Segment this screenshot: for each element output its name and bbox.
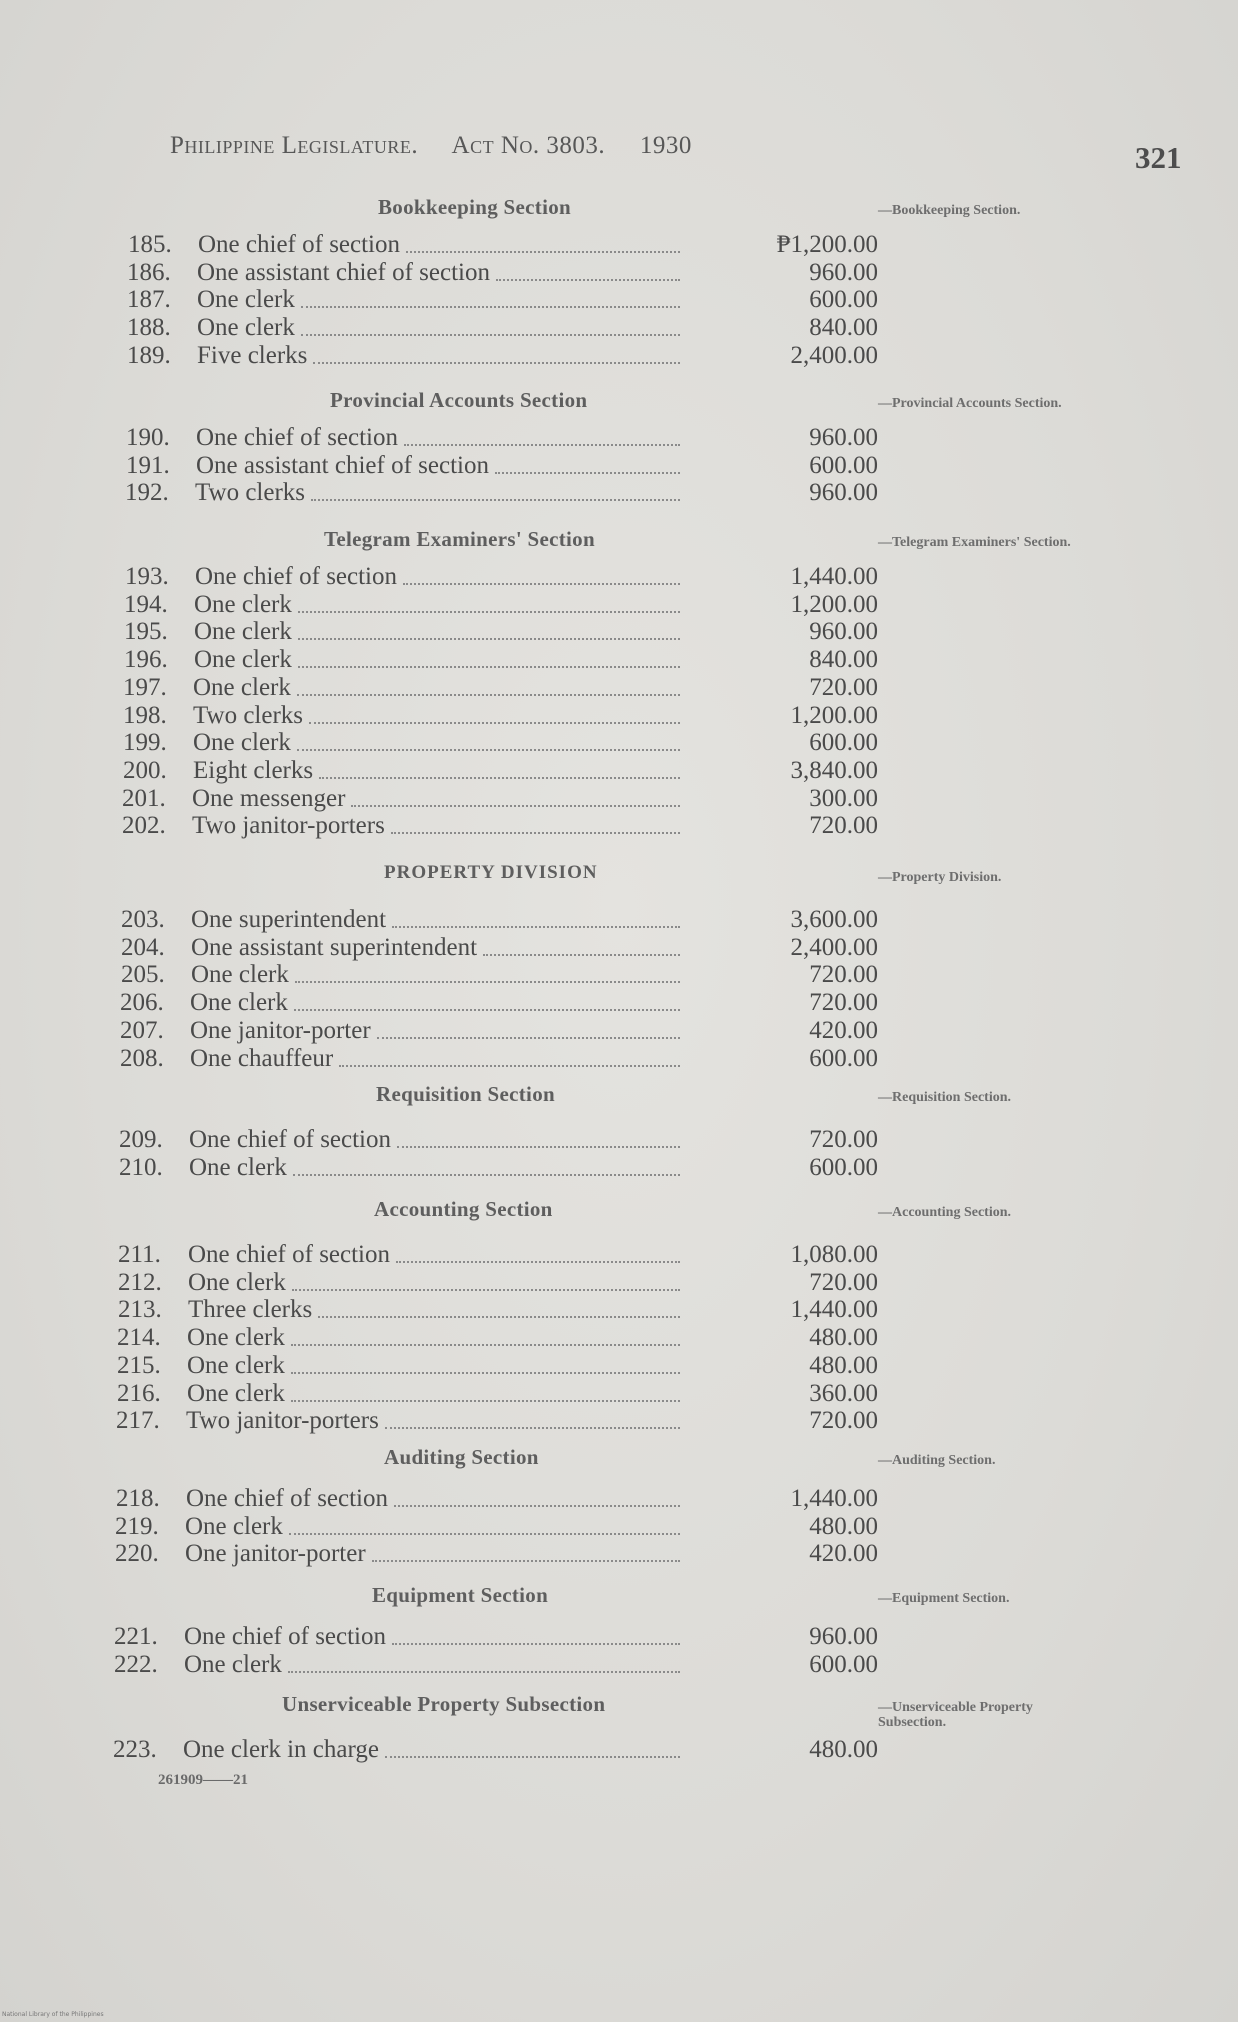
section-heading: Auditing Section bbox=[384, 1445, 539, 1469]
leader-dots bbox=[377, 1035, 680, 1039]
leader-dots bbox=[298, 609, 680, 613]
item-amount: 480.00 bbox=[809, 1324, 878, 1352]
item-number: 222. bbox=[114, 1650, 158, 1678]
item-description: Five clerks bbox=[197, 341, 308, 369]
appropriation-row bbox=[120, 989, 880, 1017]
item-amount: 600.00 bbox=[809, 1044, 878, 1072]
leader-dots bbox=[289, 1531, 680, 1535]
leader-dots bbox=[291, 1398, 680, 1402]
item-number: 204. bbox=[121, 933, 165, 961]
item-amount: 960.00 bbox=[809, 424, 878, 451]
item-number: 187. bbox=[127, 286, 171, 314]
section-heading: Provincial Accounts Section bbox=[330, 388, 588, 412]
item-amount: 1,080.00 bbox=[790, 1241, 878, 1268]
item-number: 218. bbox=[116, 1485, 160, 1512]
item-description: One chief of section bbox=[189, 1126, 392, 1153]
item-amount: 720.00 bbox=[809, 812, 878, 840]
item-number: 198. bbox=[123, 701, 167, 729]
leader-dots bbox=[339, 1063, 680, 1067]
item-amount: 600.00 bbox=[809, 451, 878, 479]
item-number: 199. bbox=[123, 729, 167, 757]
leader-dots bbox=[318, 1314, 680, 1318]
margin-note: —Unserviceable Property Subsection. bbox=[878, 1700, 1033, 1730]
item-description: One clerk bbox=[194, 646, 292, 674]
leader-dots bbox=[297, 747, 680, 751]
appropriation-row bbox=[123, 702, 880, 730]
section-heading: Telegram Examiners' Section bbox=[324, 527, 595, 551]
item-description: One clerk bbox=[187, 1351, 285, 1379]
item-description: One chief of section bbox=[198, 231, 401, 258]
leader-dots bbox=[372, 1558, 680, 1562]
margin-note: —Bookkeeping Section. bbox=[878, 203, 1021, 218]
item-description: One superintendent bbox=[191, 906, 387, 933]
item-amount: 1,200.00 bbox=[790, 590, 878, 618]
item-amount: ₱1,200.00 bbox=[776, 231, 878, 258]
item-amount: 2,400.00 bbox=[790, 933, 878, 961]
item-amount: 960.00 bbox=[809, 479, 878, 507]
item-amount: 1,440.00 bbox=[790, 1296, 878, 1324]
item-number: 188. bbox=[127, 314, 171, 342]
appropriation-row bbox=[124, 591, 880, 619]
margin-note: —Requisition Section. bbox=[878, 1090, 1012, 1105]
item-amount: 720.00 bbox=[809, 1407, 878, 1435]
item-description: One messenger bbox=[192, 784, 346, 812]
item-number: 213. bbox=[118, 1296, 162, 1324]
appropriation-row bbox=[117, 1352, 880, 1380]
appropriation-row bbox=[115, 1540, 880, 1568]
item-number: 208. bbox=[120, 1044, 164, 1072]
item-amount: 600.00 bbox=[809, 1153, 878, 1181]
appropriation-row bbox=[120, 1017, 880, 1045]
appropriation-row bbox=[118, 1269, 880, 1297]
item-amount: 720.00 bbox=[809, 989, 878, 1017]
item-number: 191. bbox=[126, 451, 170, 479]
item-description: Two clerks bbox=[193, 701, 304, 729]
item-number: 214. bbox=[117, 1324, 161, 1352]
item-amount: 720.00 bbox=[809, 1126, 878, 1153]
item-number: 220. bbox=[115, 1540, 159, 1568]
leader-dots bbox=[291, 1370, 680, 1374]
appropriation-row bbox=[116, 1485, 880, 1513]
item-amount: 960.00 bbox=[809, 258, 878, 286]
item-description: One clerk bbox=[189, 1153, 287, 1181]
item-description: One clerk bbox=[194, 590, 292, 618]
appropriation-row bbox=[114, 1651, 880, 1679]
running-head-year: 1930 bbox=[639, 132, 692, 159]
item-amount: 1,200.00 bbox=[790, 701, 878, 729]
leader-dots bbox=[309, 720, 680, 724]
leader-dots bbox=[392, 1641, 680, 1645]
leader-dots bbox=[313, 360, 680, 364]
item-description: One assistant chief of section bbox=[196, 451, 489, 479]
item-amount: 420.00 bbox=[809, 1016, 878, 1044]
appropriation-row bbox=[118, 1296, 880, 1324]
appropriation-row bbox=[127, 259, 880, 287]
item-number: 192. bbox=[125, 479, 169, 507]
item-number: 197. bbox=[123, 673, 167, 701]
appropriation-row bbox=[118, 1241, 880, 1269]
item-amount: 960.00 bbox=[809, 618, 878, 646]
item-description: One clerk bbox=[197, 286, 295, 314]
item-amount: 480.00 bbox=[809, 1512, 878, 1540]
item-description: One clerk bbox=[188, 1268, 286, 1296]
item-number: 195. bbox=[124, 618, 168, 646]
item-number: 194. bbox=[124, 590, 168, 618]
item-description: One chief of section bbox=[196, 424, 399, 451]
margin-note: —Accounting Section. bbox=[878, 1205, 1011, 1220]
appropriation-row bbox=[121, 961, 880, 989]
appropriation-row bbox=[125, 479, 880, 507]
item-description: One clerk bbox=[185, 1512, 283, 1540]
item-number: 190. bbox=[126, 424, 170, 451]
item-amount: 2,400.00 bbox=[790, 341, 878, 369]
leader-dots bbox=[406, 249, 680, 253]
item-amount: 420.00 bbox=[809, 1540, 878, 1568]
appropriation-row bbox=[121, 934, 880, 962]
leader-dots bbox=[291, 1342, 680, 1346]
item-amount: 480.00 bbox=[809, 1736, 878, 1763]
item-amount: 1,440.00 bbox=[790, 1485, 878, 1512]
item-description: One clerk bbox=[187, 1379, 285, 1407]
margin-note: —Telegram Examiners' Section. bbox=[878, 535, 1071, 550]
item-number: 212. bbox=[118, 1268, 162, 1296]
section-heading: Bookkeeping Section bbox=[378, 195, 571, 219]
item-description: One chauffeur bbox=[190, 1044, 334, 1072]
item-description: One assistant chief of section bbox=[197, 258, 490, 286]
item-number: 223. bbox=[113, 1736, 157, 1763]
item-amount: 1,440.00 bbox=[790, 563, 878, 590]
item-description: One chief of section bbox=[184, 1623, 387, 1650]
leader-dots bbox=[391, 830, 680, 834]
item-amount: 960.00 bbox=[809, 1623, 878, 1650]
item-amount: 360.00 bbox=[809, 1379, 878, 1407]
item-number: 186. bbox=[127, 258, 171, 286]
item-number: 193. bbox=[125, 563, 169, 590]
item-description: One clerk bbox=[193, 673, 291, 701]
item-description: One janitor-porter bbox=[185, 1540, 366, 1568]
appropriation-row bbox=[122, 812, 880, 840]
item-number: 207. bbox=[120, 1016, 164, 1044]
leader-dots bbox=[298, 664, 680, 668]
page-number: 321 bbox=[1135, 140, 1182, 175]
running-head-title: Philippine Legislature. bbox=[170, 132, 419, 159]
leader-dots bbox=[301, 332, 680, 336]
footer-print-code: 261909——21 bbox=[158, 1772, 248, 1788]
item-number: 185. bbox=[128, 231, 172, 258]
appropriation-row bbox=[124, 618, 880, 646]
appropriation-row bbox=[113, 1736, 880, 1764]
item-amount: 600.00 bbox=[809, 729, 878, 757]
item-description: One clerk in charge bbox=[183, 1736, 379, 1763]
item-description: One assistant superintendent bbox=[191, 933, 478, 961]
item-amount: 720.00 bbox=[809, 961, 878, 989]
item-amount: 3,600.00 bbox=[790, 906, 878, 933]
leader-dots bbox=[496, 277, 680, 281]
item-amount: 600.00 bbox=[809, 286, 878, 314]
item-amount: 720.00 bbox=[809, 673, 878, 701]
appropriation-row bbox=[116, 1407, 880, 1435]
item-description: One janitor-porter bbox=[190, 1016, 371, 1044]
item-number: 206. bbox=[120, 989, 164, 1017]
item-amount: 720.00 bbox=[809, 1268, 878, 1296]
appropriation-row bbox=[119, 1126, 880, 1154]
appropriation-row bbox=[125, 563, 880, 591]
item-description: Two janitor-porters bbox=[192, 812, 385, 840]
leader-dots bbox=[294, 1007, 680, 1011]
item-description: Three clerks bbox=[188, 1296, 313, 1324]
item-description: One chief of section bbox=[188, 1241, 391, 1268]
appropriation-row bbox=[114, 1623, 880, 1651]
item-description: One clerk bbox=[197, 314, 295, 342]
leader-dots bbox=[404, 442, 680, 446]
leader-dots bbox=[298, 636, 680, 640]
item-description: Eight clerks bbox=[193, 756, 314, 784]
item-amount: 600.00 bbox=[809, 1650, 878, 1678]
item-number: 196. bbox=[124, 646, 168, 674]
running-head bbox=[170, 132, 720, 160]
item-number: 216. bbox=[117, 1379, 161, 1407]
running-head-act: Act No. 3803. bbox=[451, 132, 606, 159]
appropriation-row bbox=[127, 342, 880, 370]
leader-dots bbox=[396, 1259, 680, 1263]
leader-dots bbox=[293, 1172, 680, 1176]
item-description: Two clerks bbox=[195, 479, 306, 507]
item-description: One clerk bbox=[191, 961, 289, 989]
item-description: Two janitor-porters bbox=[186, 1407, 379, 1435]
leader-dots bbox=[403, 581, 680, 585]
leader-dots bbox=[301, 304, 680, 308]
item-number: 210. bbox=[119, 1153, 163, 1181]
margin-note: —Equipment Section. bbox=[878, 1591, 1010, 1606]
leader-dots bbox=[319, 775, 680, 779]
appropriation-row bbox=[123, 674, 880, 702]
item-number: 201. bbox=[122, 784, 166, 812]
item-number: 221. bbox=[114, 1623, 158, 1650]
appropriation-row bbox=[115, 1513, 880, 1541]
item-amount: 300.00 bbox=[809, 784, 878, 812]
leader-dots bbox=[311, 497, 680, 501]
item-amount: 3,840.00 bbox=[790, 756, 878, 784]
item-description: One clerk bbox=[190, 989, 288, 1017]
leader-dots bbox=[351, 803, 680, 807]
item-description: One clerk bbox=[194, 618, 292, 646]
item-number: 217. bbox=[116, 1407, 160, 1435]
section-heading: Requisition Section bbox=[376, 1082, 555, 1106]
margin-note: —Property Division. bbox=[878, 870, 1002, 885]
appropriation-row bbox=[117, 1324, 880, 1352]
section-heading: Equipment Section bbox=[372, 1583, 549, 1607]
appropriation-row bbox=[126, 424, 880, 452]
item-description: One chief of section bbox=[186, 1485, 389, 1512]
item-number: 202. bbox=[122, 812, 166, 840]
appropriation-row bbox=[122, 785, 880, 813]
leader-dots bbox=[288, 1669, 680, 1673]
appropriation-row bbox=[126, 452, 880, 480]
section-heading: PROPERTY DIVISION bbox=[384, 862, 598, 883]
item-amount: 480.00 bbox=[809, 1351, 878, 1379]
appropriation-row bbox=[123, 757, 880, 785]
item-description: One chief of section bbox=[195, 563, 398, 590]
item-number: 211. bbox=[118, 1241, 161, 1268]
appropriation-row bbox=[119, 1154, 880, 1182]
appropriation-row bbox=[120, 1045, 880, 1073]
appropriation-row bbox=[127, 314, 880, 342]
item-number: 203. bbox=[121, 906, 165, 933]
item-number: 209. bbox=[119, 1126, 163, 1153]
margin-note: —Provincial Accounts Section. bbox=[878, 396, 1062, 411]
leader-dots bbox=[392, 924, 680, 928]
leader-dots bbox=[385, 1754, 680, 1758]
appropriation-row bbox=[127, 286, 880, 314]
leader-dots bbox=[397, 1144, 680, 1148]
item-number: 219. bbox=[115, 1512, 159, 1540]
library-watermark: National Library of the Philippines bbox=[2, 2011, 104, 2018]
item-number: 205. bbox=[121, 961, 165, 989]
item-number: 215. bbox=[117, 1351, 161, 1379]
item-description: One clerk bbox=[193, 729, 291, 757]
section-heading: Accounting Section bbox=[374, 1197, 553, 1221]
leader-dots bbox=[385, 1425, 680, 1429]
leader-dots bbox=[297, 692, 680, 696]
leader-dots bbox=[295, 979, 680, 983]
item-description: One clerk bbox=[184, 1650, 282, 1678]
appropriation-row bbox=[124, 646, 880, 674]
appropriation-row bbox=[123, 729, 880, 757]
item-amount: 840.00 bbox=[809, 646, 878, 674]
leader-dots bbox=[292, 1287, 680, 1291]
item-number: 200. bbox=[123, 756, 167, 784]
item-amount: 840.00 bbox=[809, 314, 878, 342]
leader-dots bbox=[495, 470, 680, 474]
item-description: One clerk bbox=[187, 1324, 285, 1352]
item-number: 189. bbox=[127, 341, 171, 369]
leader-dots bbox=[394, 1503, 680, 1507]
appropriation-row bbox=[128, 231, 880, 259]
appropriation-row bbox=[121, 906, 880, 934]
margin-note: —Auditing Section. bbox=[878, 1453, 996, 1468]
section-heading: Unserviceable Property Subsection bbox=[282, 1692, 606, 1716]
appropriation-row bbox=[117, 1380, 880, 1408]
leader-dots bbox=[483, 952, 680, 956]
